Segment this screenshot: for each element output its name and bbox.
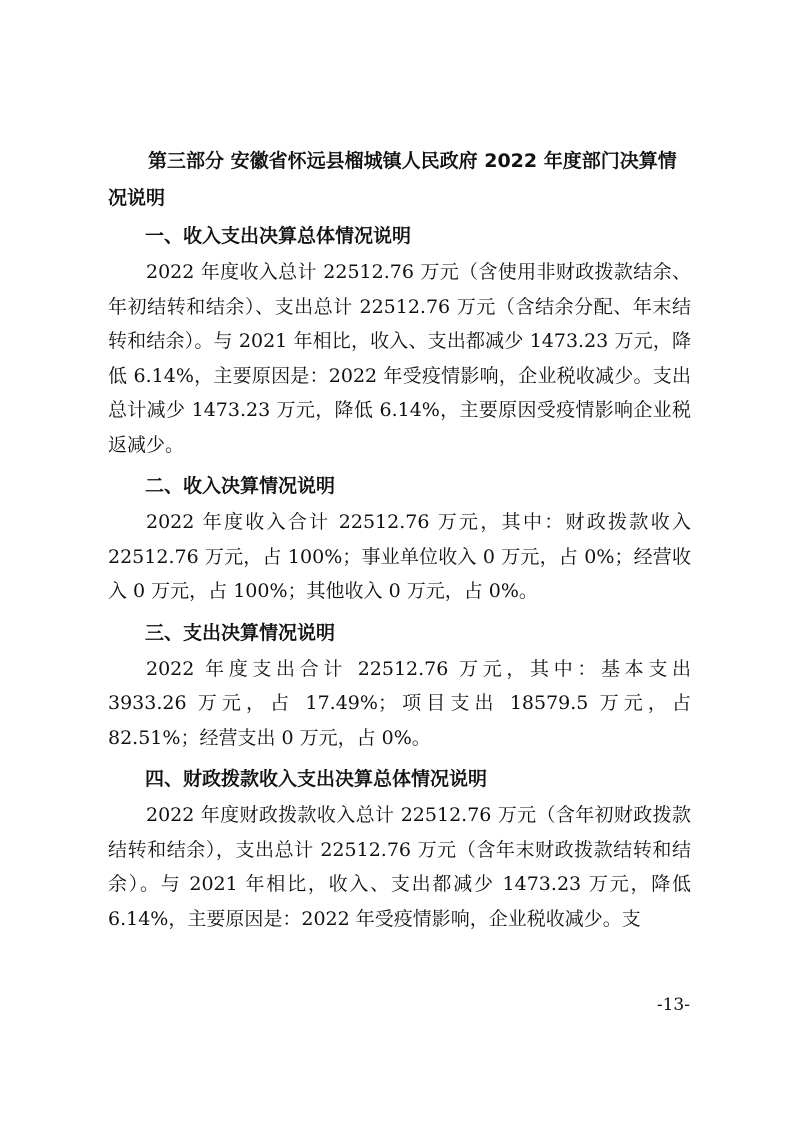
- section-heading-1: 一、收入支出决算总体情况说明: [145, 225, 412, 247]
- document-page: [108, 143, 691, 942]
- section-2-paragraph: 2022 年度收入合计 22512.76 万元，其中：财政拨款收入 22512.76 万元，占 100%；事业单位收入 0 万元，占 0%；经营收入 0 万元，占 100%；其他收入 0 万元，占 0%。: [108, 511, 691, 602]
- section-heading-2: 二、收入决算情况说明: [145, 475, 336, 497]
- section-4-paragraph: 2022 年度财政拨款收入总计 22512.76 万元（含年初财政拨款结转和结余），支出总计 22512.76 万元（含年末财政拨款结转和结余）。与 2021 年相比，收入、支出都减少 1473.23 万元，降低 6.14%，主要原因是：2022 年受疫情影响，企业税收减少。支: [108, 804, 691, 930]
- document-title: 第三部分 安徽省怀远县榴城镇人民政府 2022 年度部门决算情况说明: [108, 150, 677, 209]
- page-number: -13-: [656, 995, 690, 1015]
- section-heading-3: 三、支出决算情况说明: [145, 621, 336, 644]
- section-1-paragraph: 2022 年度收入总计 22512.76 万元（含使用非财政拨款结余、年初结转和结余）、支出总计 22512.76 万元（含结余分配、年末结转和结余）。与 2021 年相比，收入、支出都减少 1473.23 万元，降低 6.14%，主要原因是：2022 年受疫情影响，企业税收减少。支出总计减少 1473.23 万元，降低 6.14%，主要原因受疫情影响企业税返减少。: [108, 261, 691, 456]
- section-heading-4: 四、财政拨款收入支出决算总体情况说明: [145, 768, 488, 790]
- section-3-paragraph: 2022 年度支出合计 22512.76 万元，其中：基本支出 3933.26 万元，占 17.49%；项目支出 18579.5 万元，占 82.51%；经营支出 0 万元，占 0%。: [108, 657, 691, 749]
